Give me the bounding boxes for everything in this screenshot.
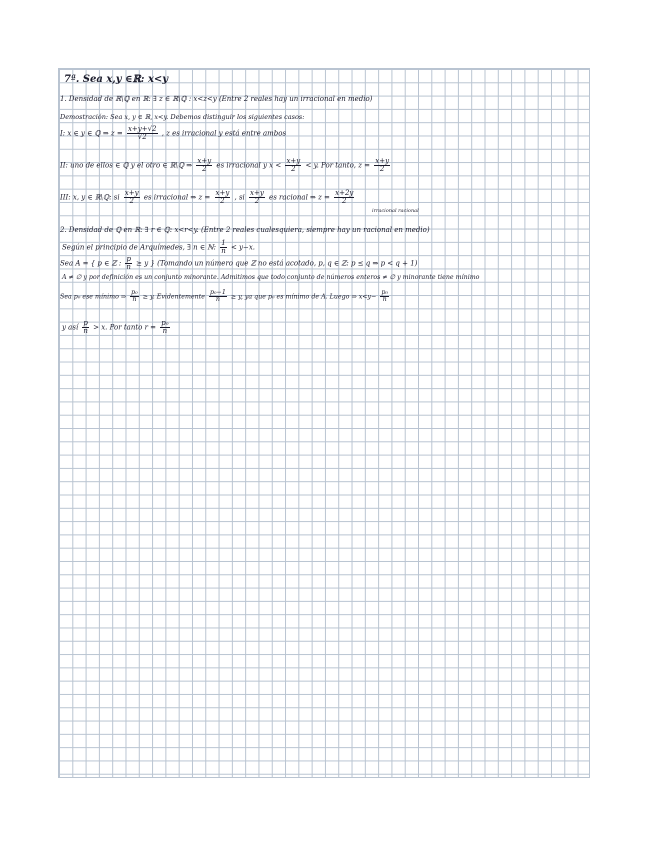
case-two-end: < y. Por tanto, z = (305, 161, 371, 170)
minimum-end: Luego ⇒ x<y− (329, 293, 377, 301)
fraction-numerator: x+y+√2 (127, 125, 157, 133)
fraction-p-over-n (125, 256, 131, 271)
archimedes-end: < y−x. (230, 243, 256, 252)
fraction-denominator: n (83, 327, 88, 335)
case-three-b: es irracional ⇒ z = (143, 193, 211, 202)
set-a-start: Sea A = { p ∈ ℤ : (60, 259, 122, 268)
fraction-numerator: x+y (197, 157, 212, 165)
fraction-denominator: n (162, 327, 168, 335)
nonempty-minorant-line: A ≠ ∅ y por definición es un conjunto minorante. Admitimos que todo conjunto de números enteros ≠ ∅ y minorante tiene mínimo (62, 274, 480, 281)
case-two-start: II: uno de ellos ∈ ℚ y el otro ∈ ℝ\ℚ ⇒ (60, 161, 193, 170)
fraction-numerator: p₀−1 (210, 289, 226, 296)
case-one-end: , z es irracional y está entre ambos (161, 129, 287, 138)
exercise-heading: 7ª. Sea x,y ∈ℝ: x<y (64, 74, 169, 85)
fraction-denominator: √2 (137, 133, 147, 141)
fraction-denominator: n (382, 296, 387, 304)
minimum-mid2: ≥ y, ya que p₀ es mínimo de A. (230, 293, 328, 301)
statement-density-rationals: 2. Densidad de ℚ en ℝ: ∃ r ∈ ℚ: x<r<y. (Entre 2 reales cualesquiera, siempre hay un racional en medio) (60, 226, 430, 234)
fraction-case3-c (249, 190, 265, 205)
fraction-numerator: x+y (286, 157, 301, 165)
fraction-denominator: n (132, 296, 137, 304)
fraction-one-over-n (220, 240, 226, 255)
conclusion-start: y así (62, 323, 79, 332)
fraction-denominator: 2 (291, 165, 296, 173)
fraction-p0-over-n (130, 290, 139, 304)
fraction-sqrt2 (127, 126, 158, 141)
fraction-p-over-n-final (82, 320, 88, 335)
fraction-midpoint-c (374, 158, 390, 173)
fraction-numerator: p (83, 319, 88, 327)
case-one (60, 126, 286, 141)
fraction-numerator: x+2y (335, 189, 354, 197)
fraction-case3-b (215, 190, 231, 205)
archimedes-text: Según el principio de Arquímedes, ∃ n ∈ ℕ: (62, 243, 217, 252)
fraction-case3-d (334, 190, 354, 205)
fraction-numerator: p₀ (161, 319, 169, 327)
fraction-denominator: n (215, 296, 220, 304)
fraction-numerator: 1 (221, 239, 226, 247)
fraction-denominator: 2 (379, 165, 385, 173)
set-a-end: ≥ y } (Tomando un número que ℤ no está acotado, p, q ∈ ℤ: p ≤ q ⇒ p < q + 1) (136, 259, 418, 268)
grid-paper-sheet (58, 68, 590, 778)
fraction-result (160, 320, 169, 335)
fraction-numerator: x+y (375, 157, 390, 165)
fraction-denominator: n (221, 247, 226, 255)
statement-density-irrationals: 1. Densidad de ℝ\ℚ en ℝ: ∃ z ∈ ℝ\ℚ : x<z<y (Entre 2 reales hay un irracional en medio) (60, 95, 373, 103)
fraction-numerator: p₀ (131, 289, 138, 296)
fraction-numerator: x+y (124, 189, 139, 197)
fraction-r (380, 290, 389, 304)
fraction-denominator: 2 (254, 197, 260, 205)
fraction-denominator: 2 (220, 197, 225, 205)
conclusion-line (62, 320, 172, 335)
case-three-c: , si (234, 193, 245, 202)
case-three (60, 190, 356, 205)
fraction-denominator: 2 (129, 197, 134, 205)
conclusion-mid: > x. Por tanto r = (93, 323, 157, 332)
set-a-definition (60, 256, 417, 271)
fraction-numerator: p (126, 255, 131, 263)
fraction-midpoint (196, 158, 212, 173)
case-two (60, 158, 392, 173)
fraction-denominator: n (126, 263, 131, 271)
fraction-denominator: 2 (342, 197, 347, 205)
fraction-numerator: p₀ (381, 289, 388, 296)
case-three-annotation: irracional racional (372, 208, 419, 214)
minimum-line (60, 290, 391, 304)
case-one-start: I: x ∈ y ∈ ℚ ⇒ z = (60, 129, 123, 138)
case-three-d: es racional ⇒ z = (269, 193, 330, 202)
minimum-start: Sea p₀ ese mínimo ⇒ (60, 293, 127, 301)
fraction-case3-a (124, 190, 140, 205)
fraction-p0minus1-over-n (209, 290, 227, 304)
proof-intro: Demostración: Sea x, y ∈ ℝ, x<y. Debemos distinguir los siguientes casos: (60, 113, 305, 121)
fraction-numerator: x+y (250, 189, 264, 197)
fraction-numerator: x+y (215, 189, 230, 197)
fraction-midpoint-b (285, 158, 301, 173)
minimum-mid: ≥ y. Evidentemente (142, 293, 205, 301)
archimedes-line (62, 240, 255, 255)
case-three-start: III: x, y ∈ ℝ\ℚ: si (60, 193, 120, 202)
case-two-mid: es irracional y x < (216, 161, 282, 170)
fraction-denominator: 2 (202, 165, 207, 173)
